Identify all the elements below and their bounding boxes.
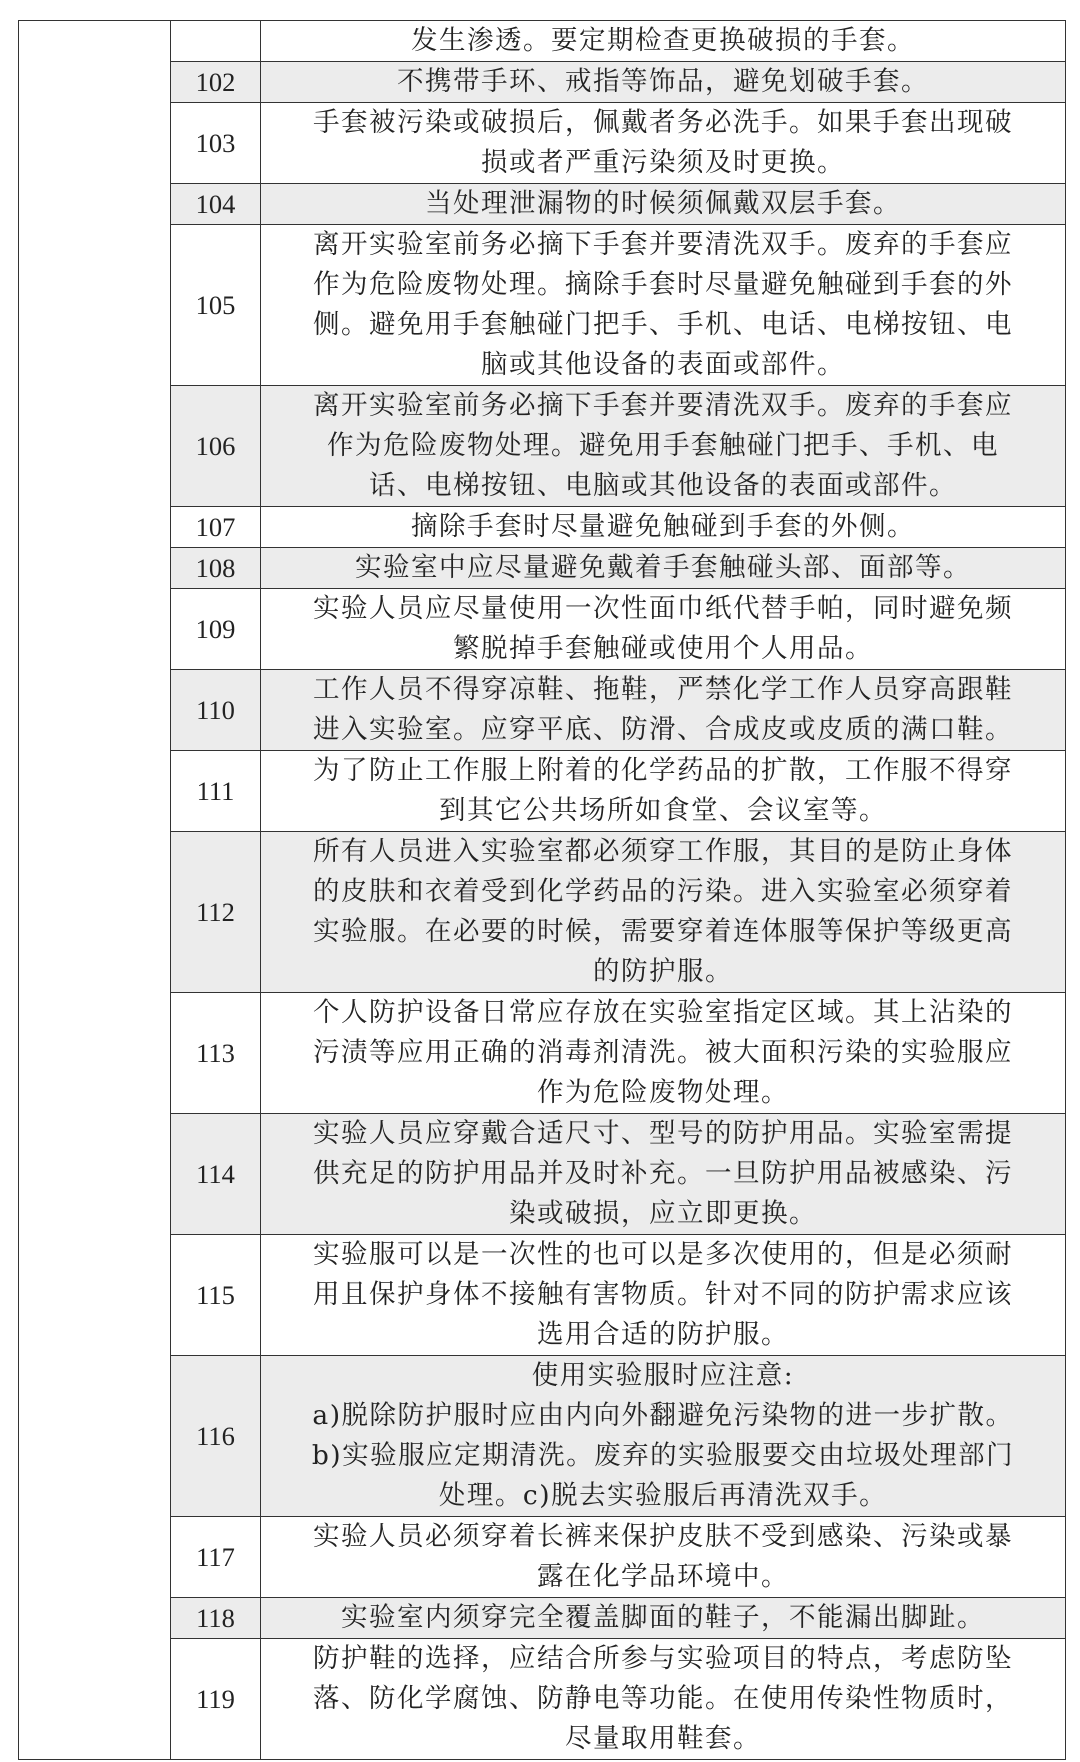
requirement-text-line: 侧。避免用手套触碰门把手、手机、电话、电梯按钮、电 bbox=[313, 309, 1013, 340]
row-number: 107 bbox=[195, 512, 236, 542]
requirement-text-cell bbox=[261, 386, 1066, 507]
requirement-text-cell bbox=[261, 1114, 1066, 1235]
requirement-text-cell bbox=[261, 103, 1066, 184]
requirement-text-line: 处理。c)脱去实验服后再清洗双手。 bbox=[438, 1480, 888, 1511]
table-row bbox=[19, 832, 1066, 993]
table-row bbox=[19, 548, 1066, 589]
requirement-text-cell bbox=[261, 832, 1066, 993]
table-row bbox=[19, 1356, 1066, 1517]
row-number-cell bbox=[171, 184, 261, 225]
requirement-text-line: 为了防止工作服上附着的化学药品的扩散，工作服不得穿 bbox=[313, 755, 1013, 786]
requirement-text-line: a)脱除防护服时应由内向外翻避免污染物的进一步扩散。 bbox=[312, 1400, 1014, 1431]
requirement-text-line: 实验服。在必要的时候，需要穿着连体服等保护等级更高 bbox=[313, 916, 1013, 947]
row-number: 108 bbox=[195, 553, 236, 583]
requirement-text-cell bbox=[261, 993, 1066, 1114]
requirement-text-cell bbox=[261, 62, 1066, 103]
requirement-text-line: 摘除手套时尽量避免触碰到手套的外侧。 bbox=[411, 511, 915, 542]
safety-requirements-table bbox=[18, 20, 1066, 1760]
row-number: 119 bbox=[196, 1684, 235, 1714]
table-row bbox=[19, 225, 1066, 386]
requirement-text-line: 所有人员进入实验室都必须穿工作服，其目的是防止身体 bbox=[313, 836, 1013, 867]
requirement-text-line: 实验室内须穿完全覆盖脚面的鞋子，不能漏出脚趾。 bbox=[341, 1602, 985, 1633]
requirement-text-line: 实验室中应尽量避免戴着手套触碰头部、面部等。 bbox=[355, 552, 971, 583]
row-number-cell bbox=[171, 62, 261, 103]
requirement-text-cell bbox=[261, 507, 1066, 548]
requirement-text-line: 离开实验室前务必摘下手套并要清洗双手。废弃的手套应 bbox=[313, 229, 1013, 260]
table-row bbox=[19, 184, 1066, 225]
table-row bbox=[19, 1517, 1066, 1598]
requirement-text-line: 尽量取用鞋套。 bbox=[565, 1723, 761, 1754]
table-row bbox=[19, 507, 1066, 548]
requirement-text-line: 脑或其他设备的表面或部件。 bbox=[481, 349, 845, 380]
requirement-text-line: 实验人员必须穿着长裤来保护皮肤不受到感染、污染或暴 bbox=[313, 1521, 1013, 1552]
row-number-cell bbox=[171, 832, 261, 993]
table-row bbox=[19, 21, 1066, 62]
requirement-text-line: 选用合适的防护服。 bbox=[537, 1319, 789, 1350]
table-row bbox=[19, 62, 1066, 103]
table-row bbox=[19, 1114, 1066, 1235]
row-number-cell bbox=[171, 386, 261, 507]
requirement-text-cell bbox=[261, 751, 1066, 832]
table-row bbox=[19, 670, 1066, 751]
requirement-text-line: 繁脱掉手套触碰或使用个人用品。 bbox=[453, 633, 873, 664]
table-row bbox=[19, 103, 1066, 184]
requirement-text-line: 不携带手环、戒指等饰品，避免划破手套。 bbox=[397, 66, 929, 97]
requirement-text-line: 当处理泄漏物的时候须佩戴双层手套。 bbox=[425, 188, 901, 219]
row-number: 104 bbox=[195, 189, 236, 219]
row-number-cell bbox=[171, 21, 261, 62]
requirement-text-cell bbox=[261, 670, 1066, 751]
requirement-text-cell bbox=[261, 589, 1066, 670]
table-row bbox=[19, 993, 1066, 1114]
row-number-cell bbox=[171, 1517, 261, 1598]
requirement-text-line: 用且保护身体不接触有害物质。针对不同的防护需求应该 bbox=[313, 1279, 1013, 1310]
row-number-cell bbox=[171, 1598, 261, 1639]
row-number: 103 bbox=[195, 128, 236, 158]
category-column-cell bbox=[19, 21, 171, 1760]
row-number: 114 bbox=[196, 1159, 235, 1189]
requirement-text-cell bbox=[261, 1598, 1066, 1639]
requirement-text-line: 损或者严重污染须及时更换。 bbox=[481, 147, 845, 178]
requirement-text-line: 手套被污染或破损后，佩戴者务必洗手。如果手套出现破 bbox=[313, 107, 1013, 138]
row-number-cell bbox=[171, 507, 261, 548]
requirement-text-cell bbox=[261, 184, 1066, 225]
requirement-text-line: 露在化学品环境中。 bbox=[537, 1561, 789, 1592]
row-number-cell bbox=[171, 1235, 261, 1356]
table-row bbox=[19, 1639, 1066, 1760]
requirement-text-cell bbox=[261, 548, 1066, 589]
requirement-text-line: 个人防护设备日常应存放在实验室指定区域。其上沾染的 bbox=[313, 997, 1013, 1028]
table-row bbox=[19, 1235, 1066, 1356]
row-number: 118 bbox=[196, 1603, 235, 1633]
row-number: 115 bbox=[196, 1280, 235, 1310]
row-number-cell bbox=[171, 1114, 261, 1235]
row-number-cell bbox=[171, 548, 261, 589]
requirement-text-cell bbox=[261, 21, 1066, 62]
requirement-text-line: 话、电梯按钮、电脑或其他设备的表面或部件。 bbox=[369, 470, 957, 501]
row-number-cell bbox=[171, 225, 261, 386]
table-row bbox=[19, 386, 1066, 507]
requirement-text-line: 进入实验室。应穿平底、防滑、合成皮或皮质的满口鞋。 bbox=[313, 714, 1013, 745]
requirement-text-line: 作为危险废物处理。摘除手套时尽量避免触碰到手套的外 bbox=[313, 269, 1013, 300]
requirement-text-line: b)实验服应定期清洗。废弃的实验服要交由垃圾处理部门 bbox=[311, 1440, 1015, 1471]
row-number-cell bbox=[171, 670, 261, 751]
requirement-text-line: 作为危险废物处理。 bbox=[537, 1077, 789, 1108]
requirement-text-line: 的防护服。 bbox=[593, 956, 733, 987]
row-number: 106 bbox=[195, 431, 236, 461]
requirement-text-line: 作为危险废物处理。避免用手套触碰门把手、手机、电 bbox=[327, 430, 999, 461]
requirement-text-line: 染或破损，应立即更换。 bbox=[509, 1198, 817, 1229]
row-number-cell bbox=[171, 1639, 261, 1760]
row-number: 117 bbox=[196, 1542, 235, 1572]
table-row bbox=[19, 589, 1066, 670]
requirement-text-line: 发生渗透。要定期检查更换破损的手套。 bbox=[411, 25, 915, 56]
table-row bbox=[19, 751, 1066, 832]
row-number: 110 bbox=[196, 695, 235, 725]
requirement-text-line: 工作人员不得穿凉鞋、拖鞋，严禁化学工作人员穿高跟鞋 bbox=[313, 674, 1013, 705]
requirement-text-line: 防护鞋的选择，应结合所参与实验项目的特点，考虑防坠 bbox=[313, 1643, 1013, 1674]
row-number: 102 bbox=[195, 67, 236, 97]
requirement-text-line: 实验服可以是一次性的也可以是多次使用的，但是必须耐 bbox=[313, 1239, 1013, 1270]
row-number-cell bbox=[171, 589, 261, 670]
table-body bbox=[19, 21, 1066, 1760]
row-number: 112 bbox=[196, 897, 235, 927]
requirement-text-line: 实验人员应穿戴合适尺寸、型号的防护用品。实验室需提 bbox=[313, 1118, 1013, 1149]
requirement-text-line: 离开实验室前务必摘下手套并要清洗双手。废弃的手套应 bbox=[313, 390, 1013, 421]
row-number: 116 bbox=[196, 1421, 235, 1451]
row-number: 111 bbox=[196, 776, 235, 806]
requirement-text-line: 使用实验服时应注意: bbox=[531, 1360, 795, 1391]
requirement-text-line: 实验人员应尽量使用一次性面巾纸代替手帕，同时避免频 bbox=[313, 593, 1013, 624]
requirement-text-cell bbox=[261, 1356, 1066, 1517]
requirement-text-line: 的皮肤和衣着受到化学药品的污染。进入实验室必须穿着 bbox=[313, 876, 1013, 907]
requirement-text-cell bbox=[261, 225, 1066, 386]
requirement-text-line: 落、防化学腐蚀、防静电等功能。在使用传染性物质时， bbox=[313, 1683, 1013, 1714]
requirement-text-line: 污渍等应用正确的消毒剂清洗。被大面积污染的实验服应 bbox=[313, 1037, 1013, 1068]
requirement-text-cell bbox=[261, 1235, 1066, 1356]
requirement-text-line: 到其它公共场所如食堂、会议室等。 bbox=[439, 795, 887, 826]
row-number: 113 bbox=[196, 1038, 235, 1068]
row-number-cell bbox=[171, 1356, 261, 1517]
table-row bbox=[19, 1598, 1066, 1639]
row-number: 109 bbox=[195, 614, 236, 644]
requirement-text-line: 供充足的防护用品并及时补充。一旦防护用品被感染、污 bbox=[313, 1158, 1013, 1189]
row-number-cell bbox=[171, 103, 261, 184]
row-number-cell bbox=[171, 751, 261, 832]
requirement-text-cell bbox=[261, 1517, 1066, 1598]
row-number: 105 bbox=[195, 290, 236, 320]
row-number-cell bbox=[171, 993, 261, 1114]
requirement-text-cell bbox=[261, 1639, 1066, 1760]
